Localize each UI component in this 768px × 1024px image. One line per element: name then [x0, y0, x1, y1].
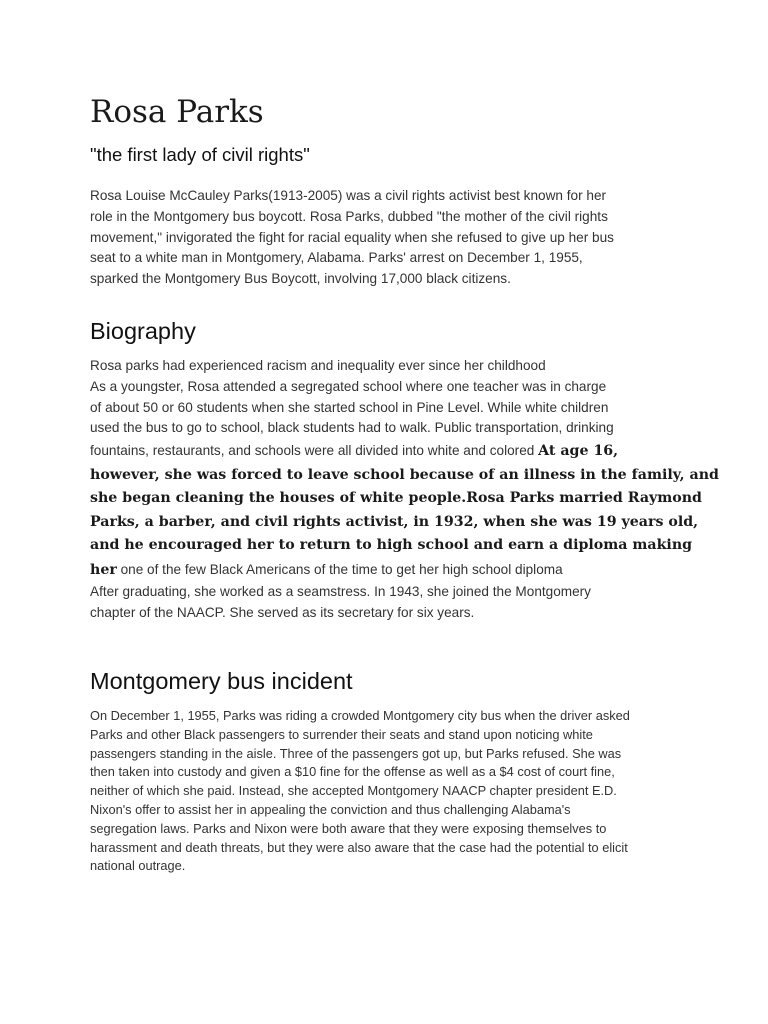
biography-bold-text: her [90, 561, 117, 578]
biography-line: Rosa parks had experienced racism and inequality ever since her childhood [90, 358, 546, 373]
biography-paragraph [90, 356, 719, 624]
intro-line: sparked the Montgomery Bus Boycott, involving 17,000 black citizens. [90, 271, 511, 287]
biography-text: one of the few Black Americans of the time to get her high school diploma [116, 561, 563, 577]
page-subtitle: "the first lady of civil rights" [90, 144, 310, 165]
biography-heading: Biography [90, 318, 196, 344]
bus-incident-line: neither of which she paid. Instead, she accepted Montgomery NAACP chapter president E.D. [90, 783, 617, 799]
biography-line: As a youngster, Rosa attended a segregated school where one teacher was in charge [90, 378, 607, 394]
biography-text: fountains, restaurants, and schools were all divided into white and colored [90, 443, 539, 459]
bus-incident-line: passengers standing in the aisle. Three of the passengers got up, but Parks refused. She was [90, 745, 622, 761]
biography-mixed-line [90, 439, 680, 464]
bus-incident-paragraph [90, 707, 680, 876]
bus-incident-line: Nixon's offer to assist her in appealing the conviction and thus challenging Alabama's [90, 801, 571, 817]
biography-line: chapter of the NAACP. She served as its secretary for six years. [90, 604, 475, 620]
biography-mixed-line [90, 558, 680, 583]
bus-incident-heading: Montgomery bus incident [90, 668, 353, 694]
biography-bold-line: Parks, a barber, and civil rights activist, in 1932, when she was 19 years old, [90, 513, 699, 530]
intro-line: Rosa Louise McCauley Parks(1913-2005) was a civil rights activist best known for her [90, 188, 607, 203]
bus-incident-line: Parks and other Black passengers to surrender their seats and stand upon noticing white [90, 726, 593, 742]
page-title: Rosa Parks [90, 94, 264, 130]
bus-incident-line: then taken into custody and given a $10 fine for the offense as well as a $4 cost of court fine, [90, 764, 615, 780]
biography-bold-line: she began cleaning the houses of white people.Rosa Parks married Raymond [90, 490, 702, 507]
biography-line: of about 50 or 60 students when she started school in Pine Level. While white children [90, 399, 609, 415]
biography-bold-text: At age 16, [538, 443, 619, 460]
intro-line: seat to a white man in Montgomery, Alabama. Parks' arrest on December 1, 1955, [90, 250, 583, 266]
biography-line: After graduating, she worked as a seamstress. In 1943, she joined the Montgomery [90, 584, 591, 600]
intro-paragraph [90, 186, 680, 290]
biography-bold-line: however, she was forced to leave school because of an illness in the family, and [90, 466, 719, 483]
intro-line: movement," invigorated the fight for racial equality when she refused to give up her bus [90, 229, 614, 245]
biography-bold-line: and he encouraged her to return to high school and earn a diploma making [90, 537, 693, 554]
bus-incident-line: segregation laws. Parks and Nixon were both aware that they were exposing themselves to [90, 820, 607, 836]
biography-line: used the bus to go to school, black students had to walk. Public transportation, drinking [90, 420, 614, 436]
intro-line: role in the Montgomery bus boycott. Rosa Parks, dubbed "the mother of the civil rights [90, 208, 608, 224]
bus-incident-line: On December 1, 1955, Parks was riding a crowded Montgomery city bus when the driver asked [90, 708, 630, 723]
bus-incident-line: national outrage. [90, 858, 186, 874]
bus-incident-line: harassment and death threats, but they were also aware that the case had the potential to elicit [90, 839, 628, 855]
